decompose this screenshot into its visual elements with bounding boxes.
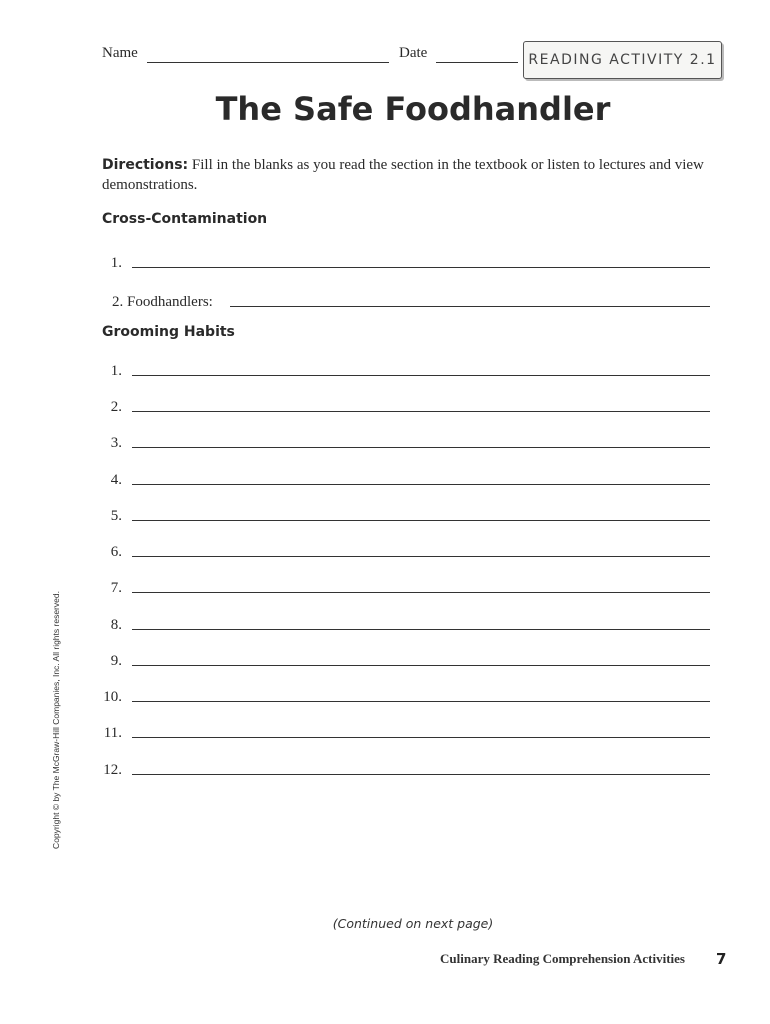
item-number: 8. xyxy=(110,617,122,633)
answer-blank[interactable] xyxy=(132,737,710,738)
answer-blank[interactable] xyxy=(132,375,710,376)
item-number: 9. xyxy=(110,653,122,669)
grooming-item-1 xyxy=(90,358,710,380)
answer-blank[interactable] xyxy=(230,306,710,307)
item-number: 2. Foodhandlers: xyxy=(112,294,213,310)
grooming-item-11 xyxy=(90,720,710,742)
item-number: 3. xyxy=(110,435,122,451)
directions xyxy=(102,155,712,195)
name-label: Name xyxy=(102,45,138,61)
item-number: 2. xyxy=(110,399,122,415)
directions-text: Fill in the blanks as you read the section in the textbook or listen to lectures and view demonstrations. xyxy=(102,157,704,193)
cross-contamination-item-2 xyxy=(90,289,710,311)
answer-blank[interactable] xyxy=(132,520,710,521)
section-heading-cross-contamination: Cross-Contamination xyxy=(102,211,268,227)
grooming-item-12 xyxy=(90,757,710,779)
grooming-item-5 xyxy=(90,503,710,525)
grooming-item-6 xyxy=(90,539,710,561)
page-title: The Safe Foodhandler xyxy=(215,90,611,128)
answer-blank[interactable] xyxy=(132,484,710,485)
name-field[interactable] xyxy=(147,62,389,63)
grooming-item-8 xyxy=(90,612,710,634)
page-number: 7 xyxy=(716,950,727,968)
directions-lead: Directions: xyxy=(102,157,189,173)
answer-blank[interactable] xyxy=(132,411,710,412)
item-number: 4. xyxy=(110,472,122,488)
answer-blank[interactable] xyxy=(132,267,710,268)
item-number: 6. xyxy=(110,544,122,560)
answer-blank[interactable] xyxy=(132,701,710,702)
grooming-item-9 xyxy=(90,648,710,670)
grooming-item-10 xyxy=(90,684,710,706)
cross-contamination-item-1 xyxy=(90,250,710,272)
answer-blank[interactable] xyxy=(132,774,710,775)
continued-note: (Continued on next page) xyxy=(332,916,494,931)
answer-blank[interactable] xyxy=(132,629,710,630)
book-title: Culinary Reading Comprehension Activities xyxy=(440,951,685,966)
item-number: 1. xyxy=(110,363,122,379)
section-heading-grooming-habits: Grooming Habits xyxy=(102,324,235,340)
date-label: Date xyxy=(399,45,428,61)
reading-activity-badge xyxy=(523,41,722,79)
grooming-item-4 xyxy=(90,467,710,489)
answer-blank[interactable] xyxy=(132,665,710,666)
grooming-item-3 xyxy=(90,430,710,452)
answer-blank[interactable] xyxy=(132,447,710,448)
copyright-notice: Copyright © by The McGraw-Hill Companies, Inc. All rights reserved. xyxy=(51,591,61,849)
answer-blank[interactable] xyxy=(132,592,710,593)
answer-blank[interactable] xyxy=(132,556,710,557)
item-number: 7. xyxy=(110,580,122,596)
item-number: 1. xyxy=(110,255,122,271)
item-number: 12. xyxy=(103,762,122,778)
item-number: 11. xyxy=(103,725,122,741)
grooming-item-7 xyxy=(90,575,710,597)
grooming-item-2 xyxy=(90,394,710,416)
item-number: 5. xyxy=(110,508,122,524)
date-field[interactable] xyxy=(436,62,518,63)
item-number: 10. xyxy=(103,689,122,705)
reading-activity-label: READING ACTIVITY 2.1 xyxy=(528,52,717,68)
